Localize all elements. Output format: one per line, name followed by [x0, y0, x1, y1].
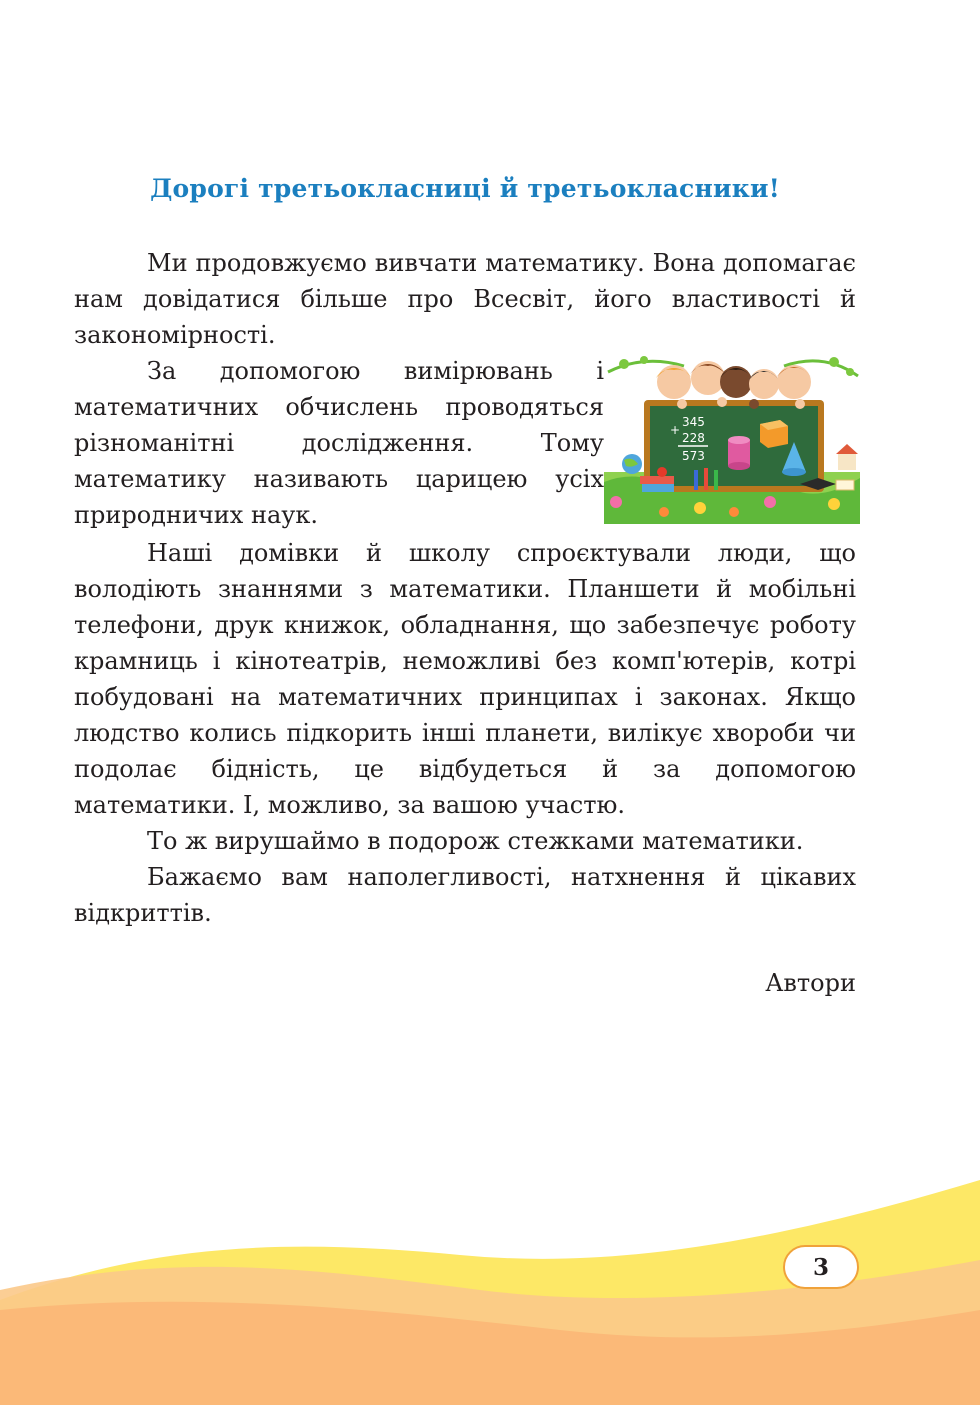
page-title: Дорогі третьокласниці й третьокласники!	[150, 174, 780, 203]
side-text-block	[74, 353, 604, 533]
page-number-badge	[783, 1245, 859, 1289]
board-number: 345	[682, 415, 705, 429]
board-number: 573	[682, 449, 705, 463]
paragraph: Ми продовжуємо вивчати математику. Вона допомагає нам довідатися більше про Всесвіт, його властивості й закономірності.	[74, 249, 856, 349]
paragraph: За допомогою вимірювань і математичних обчислень проводяться різноманітні дослідження. Тому математику називають царицею усіх природничих наук.	[74, 357, 604, 529]
author-signature: Автори	[765, 969, 856, 997]
main-text-block	[74, 535, 856, 931]
board-plus: +	[670, 423, 681, 437]
classroom-illustration	[604, 352, 860, 524]
paragraph: Бажаємо вам наполегливості, натхнення й цікавих відкриттів.	[74, 863, 856, 927]
background-waves	[0, 1180, 980, 1405]
intro-text-block	[74, 245, 856, 353]
board-number: 228	[682, 431, 705, 445]
page-number: 3	[812, 1253, 829, 1281]
paragraph: То ж вирушаймо в подорож стежками математики.	[147, 827, 804, 855]
paragraph: Наші домівки й школу спроєктували люди, що володіють знаннями з математики. Планшети й мобільні телефони, друк книжок, обладнання, що забезпечує роботу крамниць і кінотеатрів, неможливі без комп'ютерів, котрі побудовані на математичних принципах і законах. Якщо людство колись підкорить інші планети, вилікує хвороби чи подолає бідність, це відбудеться й за допомогою математики. І, можливо, за вашою участю.	[74, 539, 856, 819]
